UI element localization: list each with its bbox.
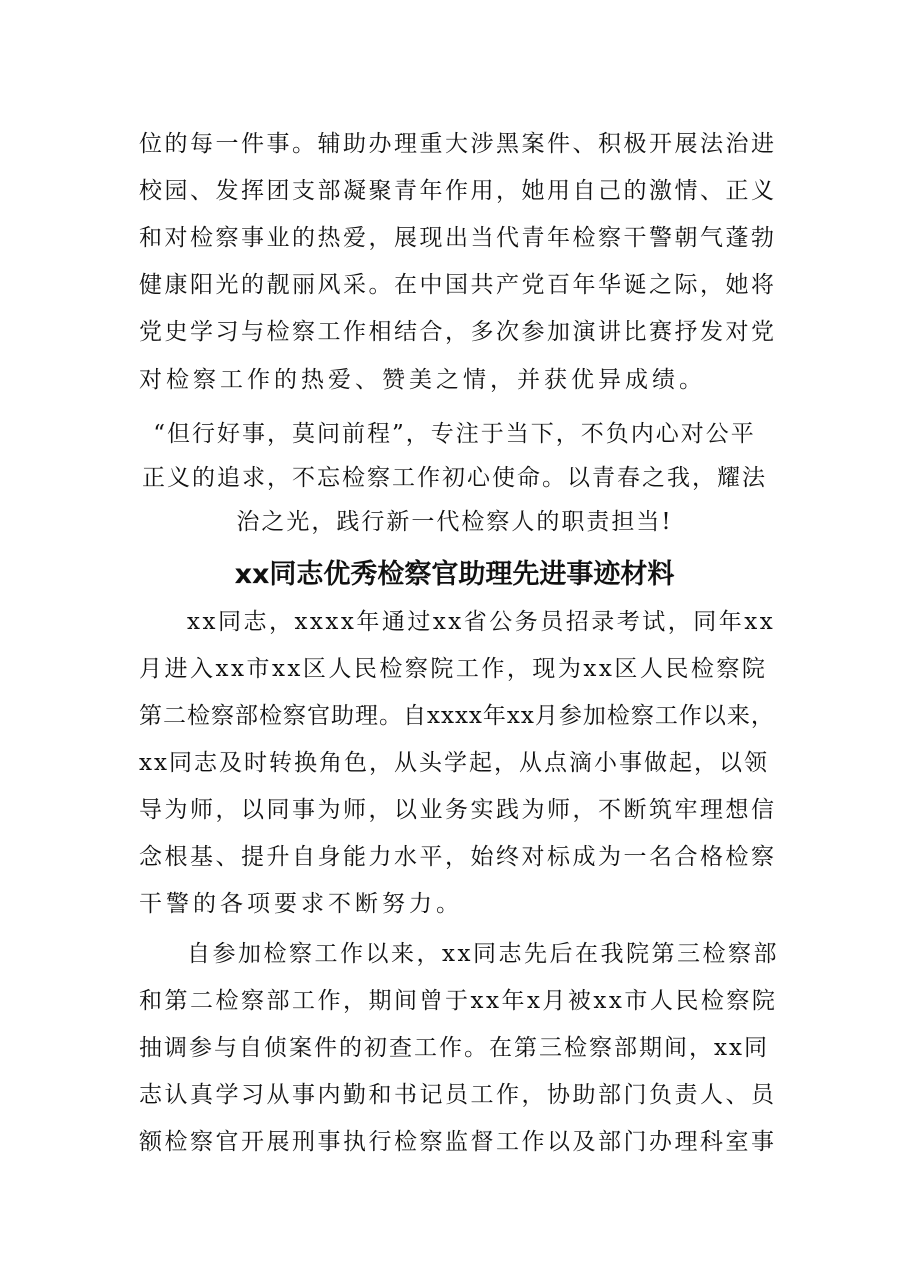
paragraph-line: 抽调参与自侦案件的初查工作。在第三检察部期间，xx同	[139, 1035, 769, 1061]
paragraph-line: xx同志，xxxx年通过xx省公务员招录考试，同年xx	[187, 609, 776, 635]
quote-line: 治之光，践行新一代检察人的职责担当!	[236, 509, 673, 535]
quote-line: “但行好事，莫问前程”，专注于当下，不负内心对公平	[153, 421, 756, 447]
paragraph-line: 额检察官开展刑事执行检察监督工作以及部门办理科室事	[139, 1129, 777, 1155]
paragraph-line: 月进入xx市xx区人民检察院工作，现为xx区人民检察院	[139, 656, 768, 682]
paragraph-line: 和第二检察部工作，期间曾于xx年x月被xx市人民检察院	[139, 988, 778, 1014]
paragraph-line: 自参加检察工作以来，xx同志先后在我院第三检察部	[187, 941, 779, 967]
paragraph-line: 导为师，以同事为师，以业务实践为师，不断筑牢理想信	[139, 797, 777, 823]
paragraph-line: 念根基、提升自身能力水平，始终对标成为一名合格检察	[139, 844, 777, 870]
paragraph-line: xx同志及时转换角色，从头学起，从点滴小事做起，以领	[139, 750, 769, 776]
paragraph-line: 第二检察部检察官助理。自xxxx年xx月参加检察工作以来，	[139, 703, 775, 729]
paragraph-line: 党史学习与检察工作相结合，多次参加演讲比赛抒发对党	[139, 319, 777, 345]
paragraph-line: 和对检察事业的热爱，展现出当代青年检察干警朝气蓬勃	[139, 225, 777, 251]
paragraph-line: 健康阳光的靓丽风采。在中国共产党百年华诞之际，她将	[139, 272, 777, 298]
document-title: xx同志优秀检察官助理先进事迹材料	[234, 559, 675, 590]
quote-line: 正义的追求，不忘检察工作初心使命。以青春之我，耀法	[142, 465, 767, 491]
paragraph-line: 对检察工作的热爱、赞美之情，并获优异成绩。	[139, 367, 706, 393]
paragraph-line: 位的每一件事。辅助办理重大涉黑案件、积极开展法治进	[139, 131, 777, 157]
paragraph-line: 校园、发挥团支部凝聚青年作用，她用自己的激情、正义	[139, 178, 777, 204]
paragraph-line: 干警的各项要求不断努力。	[139, 891, 463, 917]
paragraph-line: 志认真学习从事内勤和书记员工作，协助部门负责人、员	[139, 1082, 777, 1108]
